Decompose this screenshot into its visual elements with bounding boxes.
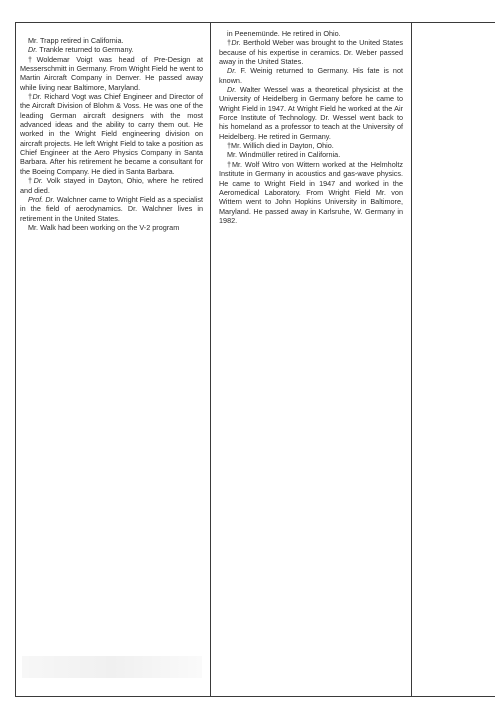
paragraph — [20, 92, 203, 176]
column-divider-1 — [210, 22, 211, 697]
paragraph — [20, 223, 203, 232]
paragraph-text: F. Weinig returned to Germany. His fate is not known. — [219, 66, 403, 85]
paragraph-text: Mr. Wolf Witro von Wittern worked at the Helmholtz Institute in Germany in acoustics and gas-wave physics. He came to Wright Field in 1947 and worked in the Aeromedical Laboratory. From Wright Field Mr. von Wittern went to John Hopkins University in Baltimore, Maryland. He passed away in Karlsruhe, W. Germany in 1982. — [219, 159, 403, 225]
paragraph — [20, 55, 203, 92]
dagger-mark: † — [227, 38, 232, 48]
title-prefix: Dr. — [227, 85, 237, 95]
title-prefix: Dr. — [227, 66, 237, 76]
title-prefix: Dr. — [28, 45, 38, 55]
paragraph — [219, 150, 403, 159]
bottom-rule — [15, 696, 495, 697]
paragraph — [20, 195, 203, 223]
paragraph-text: Volk stayed in Dayton, Ohio, where he retired and died. — [20, 176, 203, 195]
paragraph — [219, 29, 403, 38]
paragraph — [20, 45, 203, 54]
right-column — [219, 29, 403, 225]
title-prefix: Dr. — [32, 92, 42, 102]
dagger-mark: † — [227, 141, 232, 151]
title-prefix: Prof. Dr. — [28, 194, 55, 204]
paragraph-text: Woldemar Voigt was head of Pre-Design at Messerschmitt in Germany. From Wright Field he went to Martin Aircraft Company in Denver. He passed away while living near Baltimore, Maryland. — [20, 54, 203, 92]
dagger-mark: † — [28, 54, 37, 64]
paragraph-text: Trankle returned to Germany. — [37, 45, 134, 55]
paragraph — [219, 141, 403, 150]
paragraph-text: Mr. Walk had been working on the V-2 program — [28, 222, 180, 232]
paragraph-text: Mr. Willich died in Dayton, Ohio. — [231, 141, 334, 151]
paragraph-text: Richard Vogt was Chief Engineer and Director of the Aircraft Division of Blohm & Voss. He was one of the leading German aircraft designers with the most advanced ideas and the ability to carry them out. He worked in the Wright Field engineering division on aircraft projects. He left Wright Field to take a position as Chief Engineer at the Aero Physics Company in Santa Barbara. After his retirement he became a consultant for the Boeing Company. He died in Santa Barbara. — [20, 92, 203, 176]
paragraph-text: Walter Wessel was a theoretical physicist at the University of Heidelberg in Germany before he came to Wright Field in 1947. At Wright Field he worked at the Air Force Institute of Technology. Dr. Wessel went back to his homeland as a professor to teach at the University of Heidelberg. He retired in Germany. — [219, 85, 403, 141]
paragraph — [219, 85, 403, 141]
title-prefix: Dr. — [231, 38, 241, 48]
paragraph — [20, 176, 203, 195]
column-divider-2 — [411, 22, 412, 697]
top-rule — [15, 22, 495, 23]
paragraph — [219, 66, 403, 85]
dagger-mark: † — [227, 159, 232, 169]
left-rule — [15, 22, 16, 697]
paragraph-text: Walchner came to Wright Field as a specialist in the field of aerodynamics. Dr. Walchner lives in retirement in the United States. — [20, 194, 204, 223]
dagger-mark: † — [28, 176, 34, 186]
paragraph — [219, 38, 403, 66]
paragraph-text: in Peenemünde. He retired in Ohio. — [227, 29, 341, 38]
paragraph-text: Mr. Trapp retired in California. — [28, 36, 124, 45]
scan-artifact — [22, 656, 202, 678]
dagger-mark: † — [28, 92, 33, 102]
title-prefix: Dr. — [33, 176, 43, 186]
paragraph — [219, 160, 403, 225]
paragraph — [20, 36, 203, 45]
paragraph-text: Mr. Windmüller retired in California. — [227, 150, 341, 160]
paragraph-text: Berthold Weber was brought to the United States because of his expertise in ceramics. Dr. Weber passed away in the United States. — [219, 38, 403, 67]
left-column — [20, 36, 203, 232]
